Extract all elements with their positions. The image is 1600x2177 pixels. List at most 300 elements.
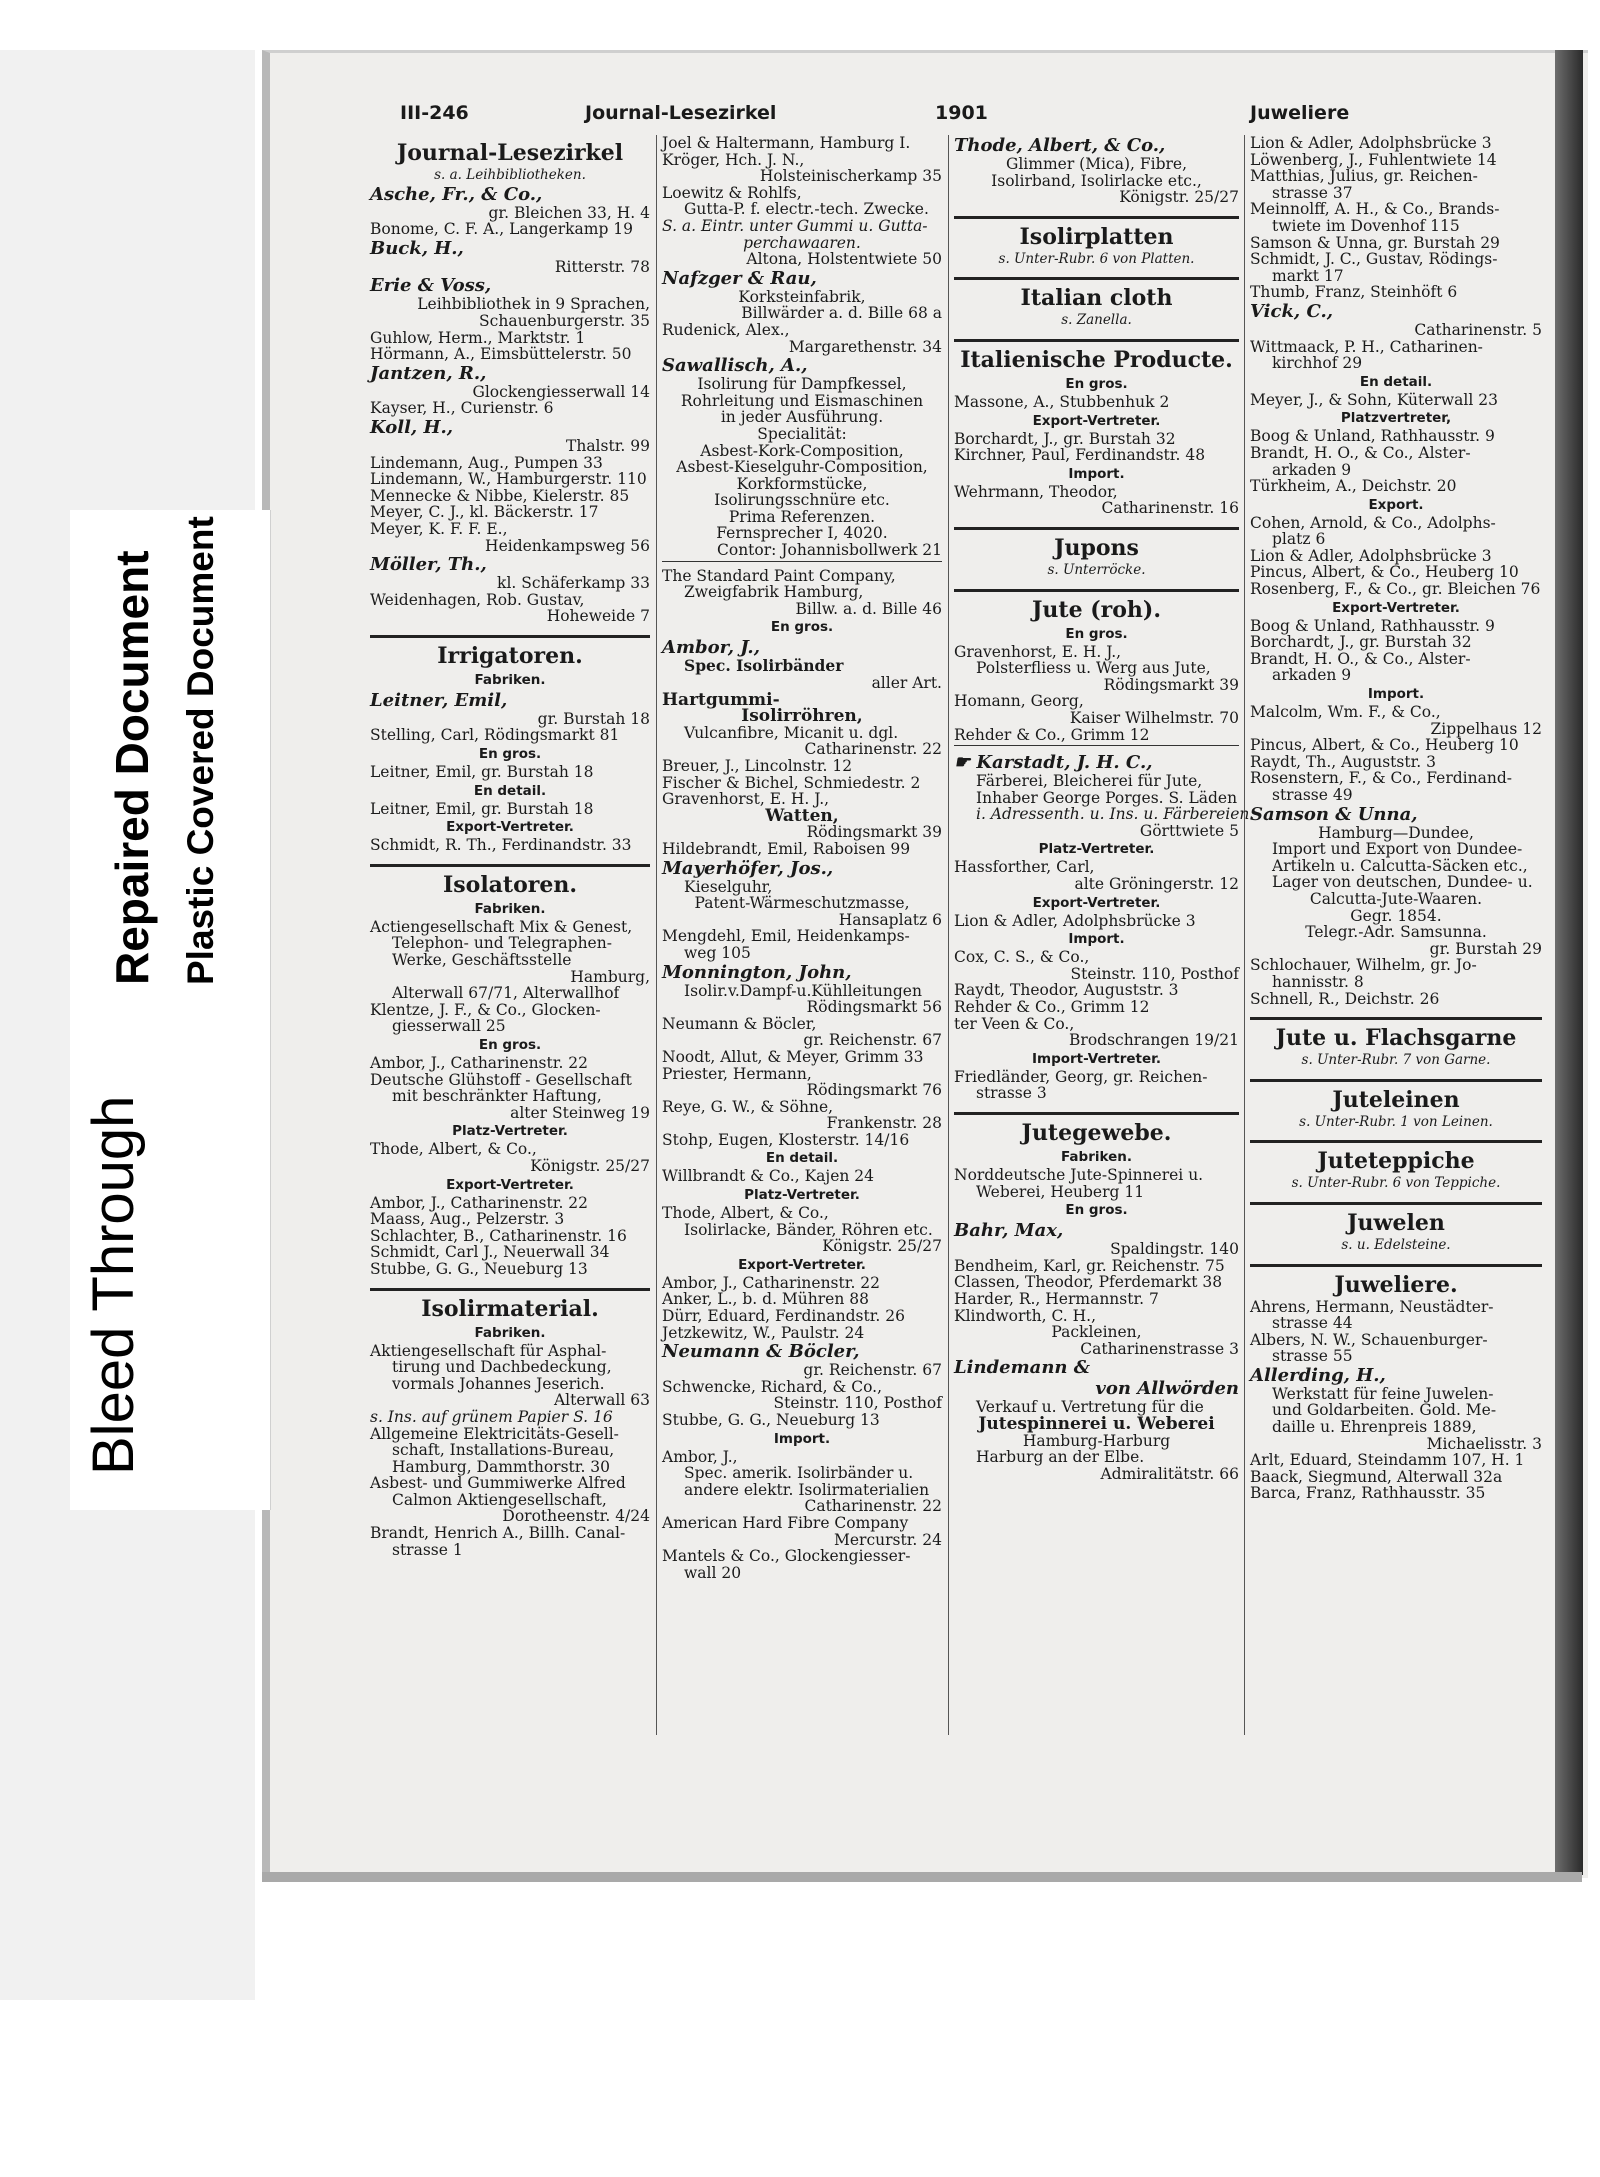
entry-line: Lager von deutschen, Dundee- u.: [1272, 873, 1533, 892]
entry-line: schaft, Installations-Bureau,: [392, 1441, 615, 1460]
section-divider: [954, 527, 1239, 530]
entry-line: Fernsprecher I, 4020.: [716, 524, 888, 543]
entry-line: Margarethenstr. 34: [788, 337, 942, 356]
entry-line: Rödingsmarkt 39: [1103, 675, 1239, 694]
entry-line: Frankenstr. 28: [826, 1114, 942, 1133]
section-heading: Isolatoren.: [442, 871, 578, 898]
entry-line: Polsterfliess u. Werg aus Jute,: [976, 659, 1211, 678]
entry-line: Specialität:: [757, 424, 847, 443]
section-divider: [954, 216, 1239, 219]
entry-line: weg 105: [684, 943, 751, 962]
entry-line: Färberei, Bleicherei für Jute,: [976, 772, 1203, 791]
cross-reference: s. Unter-Rubr. 6 von Platten.: [998, 250, 1195, 267]
entry-line: Catharinenstr. 5: [1414, 320, 1542, 339]
entry-line: Barca, Franz, Rathhausstr. 35: [1250, 1484, 1486, 1503]
entry-line: Hassforther, Carl,: [954, 858, 1095, 877]
entry-line: Brandt, H. O., & Co., Alster-: [1250, 443, 1471, 462]
entry-line: Schnell, R., Deichstr. 26: [1250, 989, 1440, 1008]
entry-line: markt 17: [1272, 266, 1344, 285]
entry-line: Albers, N. W., Schauenburger-: [1250, 1330, 1488, 1349]
entry-line: Fischer & Bichel, Schmiedestr. 2: [662, 773, 921, 792]
section-divider: [370, 864, 650, 867]
entry-line: Hildebrandt, Emil, Raboisen 99: [662, 839, 911, 858]
firm-name: Bahr, Max,: [954, 1220, 1064, 1242]
entry-line: Classen, Theodor, Pferdemarkt 38: [954, 1273, 1223, 1292]
entry-line: Actiengesellschaft Mix & Genest,: [370, 917, 633, 936]
subsection-heading: En gros.: [1065, 1202, 1128, 1219]
entry-line: Thumb, Franz, Steinhöft 6: [1250, 283, 1458, 302]
entry-line: Hamburg—Dundee,: [1318, 823, 1474, 842]
entry-line: Bendheim, Karl, gr. Reichenstr. 75: [954, 1256, 1225, 1275]
entry-line: i. Adressenth. u. Ins. u. Färbereien.: [976, 805, 1255, 824]
subsection-heading: En gros.: [1065, 625, 1128, 642]
entry-line: twiete im Dovenhof 115: [1272, 216, 1460, 235]
firm-name: Neumann & Böcler,: [662, 1341, 860, 1363]
firm-name: Ambor, J.,: [662, 637, 760, 659]
entry-line: Glockengiesserwall 14: [472, 382, 650, 401]
entry-line: Hörmann, A., Eimsbüttelerstr. 50: [370, 345, 632, 364]
entry-line: Kirchner, Paul, Ferdinandstr. 48: [954, 446, 1206, 465]
entry-line: Bonome, C. F. A., Langerkamp 19: [370, 220, 634, 239]
subsection-heading: Import-Vertreter.: [1031, 1050, 1162, 1067]
firm-name: Jantzen, R.,: [370, 362, 487, 384]
entry-line: Meyer, C. J., kl. Bäckerstr. 17: [370, 503, 599, 522]
section-divider: [370, 635, 650, 638]
entry-line: Rosenstern, F., & Co., Ferdinand-: [1250, 769, 1512, 788]
entry-line: Schauenburgerstr. 35: [479, 311, 650, 330]
entry-line: Telephon- und Telegraphen-: [392, 934, 612, 953]
entry-line: Mennecke & Nibbe, Kielerstr. 85: [370, 486, 630, 505]
entry-line: Stubbe, G. G., Neueburg 13: [370, 1259, 588, 1278]
entry-line: Malcolm, Wm. F., & Co.,: [1250, 703, 1441, 722]
entry-line: Ambor, J., Catharinenstr. 22: [370, 1054, 589, 1072]
subsection-heading: Fabriken.: [474, 1324, 546, 1341]
entry-line: Breuer, J., Lincolnstr. 12: [662, 757, 853, 775]
entry-line: strasse 44: [1272, 1314, 1353, 1333]
entry-line: Schlochauer, Wilhelm, gr. Jo-: [1250, 956, 1477, 975]
entry-line: Michaelisstr. 3: [1426, 1434, 1542, 1453]
subsection-heading: En gros.: [770, 619, 834, 636]
entry-line: Rohrleitung und Eismaschinen: [680, 391, 924, 410]
entry-line: Brodschrangen 19/21: [1069, 1031, 1239, 1050]
entry-line: Jetzkewitz, W., Paulstr. 24: [662, 1323, 865, 1342]
entry-line: Pincus, Albert, & Co., Heuberg 10: [1250, 563, 1519, 582]
subsection-heading: Export.: [1368, 496, 1424, 513]
cross-reference: s. Unter-Rubr. 7 von Garne.: [1301, 1052, 1491, 1069]
section-divider: [1250, 1264, 1542, 1267]
entry-line: Gravenhorst, E. H. J.,: [662, 790, 830, 809]
subsection-heading: En detail.: [1359, 373, 1433, 390]
entry-line: mit beschränkter Haftung,: [392, 1087, 602, 1106]
entry-line: Catharinenstr. 22: [804, 1497, 942, 1516]
entry-line: Verkauf u. Vertretung für die: [976, 1398, 1204, 1417]
entry-line: Königstr. 25/27: [1119, 188, 1239, 207]
entry-line: Thalstr. 99: [566, 436, 650, 455]
section-divider: [954, 277, 1239, 280]
entry-line: kirchhof 29: [1272, 354, 1363, 373]
entry-line: Rosenberg, F., & Co., gr. Bleichen 76: [1250, 580, 1541, 599]
entry-line: Kröger, Hch. J. N.,: [662, 150, 805, 169]
entry-line: Weidenhagen, Rob. Gustav,: [370, 590, 585, 609]
entry-line: Stubbe, G. G., Neueburg 13: [662, 1411, 880, 1429]
entry-line: Homann, Georg,: [954, 692, 1084, 711]
entry-line: Stelling, Carl, Rödingsmarkt 81: [370, 726, 620, 745]
entry-line: Gegr. 1854.: [1350, 906, 1442, 925]
entry-line: Ritterstr. 78: [554, 257, 650, 276]
entry-line: kl. Schäferkamp 33: [497, 574, 650, 593]
cross-reference: s. Unter-Rubr. 1 von Leinen.: [1299, 1113, 1493, 1130]
entry-line: Watten,: [765, 805, 839, 826]
entry-line: Arlt, Eduard, Steindamm 107, H. 1: [1250, 1451, 1525, 1470]
entry-line: Schlachter, B., Catharinenstr. 16: [370, 1226, 627, 1245]
entry-line: Rehder & Co., Grimm 12: [954, 725, 1150, 744]
entry-line: Massone, A., Stubbenhuk 2: [954, 392, 1170, 411]
column-4: [1250, 135, 1542, 1502]
entry-line: Stohp, Eugen, Klosterstr. 14/16: [662, 1130, 910, 1149]
entry-line: Heidenkampsweg 56: [485, 536, 650, 555]
entry-line: Friedländer, Georg, gr. Reichen-: [954, 1067, 1208, 1086]
entry-line: strasse 49: [1272, 786, 1353, 804]
entry-line: Thode, Albert, & Co.,: [662, 1204, 829, 1223]
subsection-heading: Export-Vertreter.: [738, 1256, 866, 1273]
page-number: III-246: [400, 102, 469, 124]
label-bleed-through: Bleed Through: [81, 1095, 146, 1475]
entry-line: Dürr, Eduard, Ferdinandstr. 26: [662, 1307, 905, 1326]
firm-name: Erie & Voss,: [370, 275, 492, 297]
entry-line: Ambor, J., Catharinenstr. 22: [662, 1273, 881, 1292]
entry-line: Schmidt, R. Th., Ferdinandstr. 33: [370, 836, 632, 855]
entry-line: Boog & Unland, Rathhausstr. 9: [1250, 427, 1495, 446]
entry-line: Asbest-Kork-Composition,: [700, 441, 904, 460]
firm-name: Koll, H.,: [370, 416, 454, 438]
entry-line: Lindemann, Aug., Pumpen 33: [370, 453, 603, 472]
cross-reference: s. Unter-Rubr. 6 von Teppiche.: [1291, 1175, 1501, 1192]
firm-name: Nafzger & Rau,: [662, 267, 817, 289]
entry-line: Pincus, Albert, & Co., Heuberg 10: [1250, 736, 1519, 755]
entry-line: strasse 3: [976, 1084, 1047, 1103]
entry-line: Klindworth, C. H.,: [954, 1306, 1097, 1325]
entry-line: Maass, Aug., Pelzerstr. 3: [370, 1210, 565, 1229]
subsection-heading: Import.: [1068, 465, 1125, 482]
subsection-heading: En gros.: [478, 1037, 542, 1053]
entry-line: Alterwall 67/71, Alterwallhof: [392, 984, 620, 1003]
entry-line: Steinstr. 110, Posthof: [1070, 964, 1239, 983]
entry-line: Isolirlacke, Bänder, Röhren etc.: [684, 1220, 933, 1239]
column-1: [370, 135, 650, 1558]
entry-line: Zippelhaus 12: [1430, 719, 1542, 738]
entry-line: Hartgummi-: [662, 689, 780, 710]
section-heading: Jute u. Flachsgarne: [1275, 1025, 1517, 1052]
entry-line: Packleinen,: [1051, 1323, 1142, 1342]
entry-line: strasse 1: [392, 1540, 463, 1559]
subsection-heading: Platz-Vertreter.: [1038, 841, 1155, 858]
entry-line: Rödingsmarkt 39: [806, 823, 942, 842]
section-divider: [662, 561, 942, 562]
firm-name: ☛ Karstadt, J. H. C.,: [954, 752, 1153, 774]
entry-line: Wehrmann, Theodor,: [954, 482, 1118, 501]
firm-name: Samson & Unna,: [1250, 803, 1418, 825]
entry-line: Werke, Geschäftsstelle: [392, 951, 572, 970]
entry-line: Raydt, Theodor, Auguststr. 3: [954, 981, 1179, 1000]
section-heading: Isolirplatten: [1019, 223, 1174, 250]
entry-line: Loewitz & Rohlfs,: [662, 183, 802, 202]
entry-line: Samson & Unna, gr. Burstah 29: [1250, 233, 1500, 252]
entry-line: Dorotheenstr. 4/24: [502, 1507, 650, 1526]
entry-line: Calmon Aktiengesellschaft,: [392, 1490, 607, 1509]
entry-line: Anker, L., b. d. Mühren 88: [662, 1290, 869, 1309]
entry-line: Catharinenstr. 16: [1101, 499, 1239, 518]
subsection-heading: Export-Vertreter.: [1032, 894, 1161, 911]
entry-line: alte Gröningerstr. 12: [1074, 875, 1239, 894]
section-divider: [1250, 1140, 1542, 1143]
firm-name: Lindemann &: [954, 1357, 1091, 1379]
entry-line: Billwärder a. d. Bille 68 a: [741, 304, 942, 323]
column-rule: [948, 135, 949, 1735]
entry-line: Schmidt, J. C., Gustav, Rödings-: [1250, 250, 1498, 269]
entry-line: Korkformstücke,: [736, 474, 868, 493]
entry-line: Mengdehl, Emil, Heidenkamps-: [662, 927, 910, 946]
entry-line: Schwencke, Richard, & Co.,: [662, 1377, 883, 1396]
entry-line: Spec. Isolirbänder: [684, 656, 844, 676]
entry-line: Isolirungsschnüre etc.: [714, 491, 890, 510]
entry-line: Glimmer (Mica), Fibre,: [1005, 155, 1188, 173]
entry-line: gr. Bleichen 33, H. 4: [488, 203, 650, 222]
firm-name: Allerding, H.,: [1250, 1364, 1386, 1386]
entry-line: Harburg an der Elbe.: [976, 1448, 1145, 1467]
entry-line: Inhaber George Porges. S. Läden: [976, 788, 1238, 807]
entry-line: Allgemeine Elektricitäts-Gesell-: [370, 1424, 619, 1443]
entry-line: Aktiengesellschaft für Asphal-: [370, 1341, 607, 1360]
entry-line: ter Veen & Co.,: [954, 1014, 1075, 1033]
entry-line: Kieselguhr,: [684, 877, 773, 896]
entry-line: Meyer, K. F. F. E.,: [370, 519, 508, 538]
entry-line: Import und Export von Dundee-: [1272, 840, 1523, 859]
entry-line: und Goldarbeiten. Gold. Me-: [1272, 1401, 1497, 1420]
entry-line: Brandt, Henrich A., Billh. Canal-: [370, 1524, 626, 1543]
entry-line: Kaiser Wilhelmstr. 70: [1069, 708, 1239, 727]
entry-line: Contor: Johannisbollwerk 21: [717, 541, 942, 560]
entry-line: Mercurstr. 24: [834, 1530, 942, 1549]
entry-line: Guhlow, Herm., Marktstr. 1: [370, 328, 586, 347]
entry-line: Spec. amerik. Isolirbänder u.: [684, 1464, 914, 1483]
entry-line: Altona, Holstentwiete 50: [746, 250, 942, 269]
section-divider: [954, 589, 1239, 592]
entry-line: Ahrens, Hermann, Neustädter-: [1250, 1297, 1494, 1316]
cross-reference: s. Unterröcke.: [1047, 561, 1146, 578]
subsection-heading: En detail.: [473, 782, 547, 799]
column-3: [954, 135, 1255, 1483]
entry-line: Deutsche Glühstoff - Gesellschaft: [370, 1070, 632, 1089]
firm-name: Mayerhöfer, Jos.,: [662, 857, 834, 879]
entry-line: Isolirband, Isolirlacke etc.,: [991, 171, 1202, 190]
entry-line: wall 20: [684, 1563, 742, 1582]
entry-line: Leihbibliothek in 9 Sprachen,: [417, 295, 650, 314]
entry-line: Lindemann, W., Hamburgerstr. 110: [370, 470, 647, 489]
section-heading: Juteteppiche: [1317, 1148, 1475, 1175]
entry-line: Prima Referenzen.: [728, 507, 876, 526]
entry-line: andere elektr. Isolirmaterialien: [684, 1480, 930, 1499]
page-bottom-shadow: [262, 1872, 1582, 1882]
entry-line: Meinnolff, A. H., & Co., Brands-: [1250, 200, 1500, 219]
label-plastic-covered: Plastic Covered Document: [180, 516, 221, 985]
section-heading: Jupons: [1054, 534, 1139, 561]
entry-line: Catharinenstr. 22: [804, 740, 942, 759]
entry-line: Königstr. 25/27: [530, 1156, 650, 1175]
subsection-heading: Fabriken.: [474, 671, 546, 688]
entry-line: gr. Reichenstr. 67: [803, 1361, 942, 1380]
entry-line: Gutta-P. f. electr.-tech. Zwecke.: [684, 200, 929, 219]
entry-line: gr. Burstah 29: [1429, 939, 1542, 958]
entry-line: Cohen, Arnold, & Co., Adolphs-: [1250, 513, 1496, 532]
subsection-heading: Platz-Vertreter.: [452, 1123, 568, 1140]
running-head-year: 1901: [935, 102, 988, 124]
firm-name: von Allwörden: [1095, 1378, 1239, 1400]
entry-line: daille u. Ehrenpreis 1889,: [1272, 1418, 1477, 1437]
entry-line: Reye, G. W., & Söhne,: [662, 1097, 834, 1116]
section-divider: [954, 745, 1239, 746]
entry-line: Leitner, Emil, gr. Burstah 18: [370, 763, 594, 782]
entry-line: Noodt, Allut, & Meyer, Grimm 33: [662, 1047, 924, 1066]
entry-line: in jeder Ausführung.: [720, 408, 884, 427]
section-heading: Jutegewebe.: [1021, 1120, 1172, 1146]
entry-line: alter Steinweg 19: [510, 1103, 650, 1122]
section-divider: [954, 339, 1239, 342]
entry-line: S. a. Eintr. unter Gummi u. Gutta-: [662, 216, 928, 235]
entry-line: Baack, Siegmund, Alterwall 32a: [1250, 1467, 1503, 1486]
entry-line: Isolirung für Dampfkessel,: [697, 375, 907, 394]
entry-line: Matthias, Julius, gr. Reichen-: [1250, 167, 1478, 186]
section-heading: Isolirmaterial.: [421, 1295, 599, 1322]
entry-line: Ambor, J.,: [662, 1447, 738, 1466]
entry-line: Schmidt, Carl J., Neuerwall 34: [370, 1243, 610, 1262]
firm-name: Monnington, John,: [662, 961, 852, 983]
entry-line: American Hard Fibre Company: [662, 1513, 909, 1532]
firm-name: Leitner, Emil,: [370, 689, 508, 711]
entry-line: Raydt, Th., Auguststr. 3: [1250, 752, 1436, 771]
cross-reference: s. u. Edelsteine.: [1341, 1236, 1451, 1253]
entry-line: Türkheim, A., Deichstr. 20: [1250, 477, 1457, 496]
entry-line: s. Ins. auf grünem Papier S. 16: [370, 1407, 613, 1426]
entry-line: Isolirröhren,: [741, 706, 863, 727]
firm-name: Asche, Fr., & Co.,: [370, 183, 543, 205]
entry-line: Korksteinfabrik,: [738, 287, 866, 306]
firm-name: Buck, H.,: [370, 237, 464, 259]
section-heading: Italian cloth: [1020, 285, 1173, 312]
entry-line: Zweigfabrik Hamburg,: [684, 583, 864, 602]
firm-name: Sawallisch, A.,: [662, 355, 808, 377]
entry-line: giesserwall 25: [392, 1017, 506, 1036]
section-divider: [1250, 1017, 1542, 1020]
entry-line: Jutespinnerei u. Weberei: [978, 1413, 1215, 1434]
subsection-heading: Import.: [1367, 686, 1425, 703]
entry-line: Königstr. 25/27: [822, 1237, 942, 1256]
section-heading: Juwelen: [1347, 1209, 1445, 1236]
subsection-heading: Export-Vertreter.: [1032, 412, 1161, 429]
entry-line: Borchardt, J., gr. Burstah 32: [1250, 633, 1472, 652]
entry-line: arkaden 9: [1272, 666, 1352, 685]
entry-line: Admiralitätstr. 66: [1100, 1464, 1239, 1483]
subsection-heading: Import.: [773, 1430, 831, 1447]
entry-line: The Standard Paint Company,: [662, 566, 896, 585]
entry-line: Weberei, Heuberg 11: [976, 1182, 1145, 1201]
entry-line: tirung und Dachbedeckung,: [392, 1358, 612, 1377]
entry-line: Klentze, J. F., & Co., Glocken-: [370, 1000, 601, 1019]
section-heading: Irrigatoren.: [437, 642, 583, 669]
subsection-heading: Fabriken.: [1060, 1149, 1132, 1165]
subsection-heading: Export-Vertreter.: [446, 1176, 574, 1193]
entry-line: Gravenhorst, E. H. J.,: [954, 642, 1122, 661]
entry-line: Willbrandt & Co., Kajen 24: [662, 1167, 875, 1186]
subsection-heading: En gros.: [478, 746, 542, 763]
section-heading: Journal-Lesezirkel: [396, 140, 624, 166]
label-repaired-document: Repaired Document: [106, 550, 158, 985]
entry-line: gr. Reichenstr. 67: [803, 1031, 942, 1050]
entry-line: aller Art.: [871, 674, 942, 693]
entry-line: strasse 37: [1272, 183, 1353, 202]
entry-line: Mantels & Co., Glockengiesser-: [662, 1547, 911, 1566]
subsection-heading: Platzvertreter,: [1340, 410, 1452, 427]
running-head-left: Journal-Lesezirkel: [585, 102, 777, 124]
entry-line: Harder, R., Hermannstr. 7: [954, 1289, 1159, 1308]
column-2: [662, 135, 942, 1581]
entry-line: Rehder & Co., Grimm 12: [954, 998, 1150, 1017]
entry-line: hannisstr. 8: [1272, 972, 1364, 991]
entry-line: Cox, C. S., & Co.,: [954, 948, 1090, 967]
entry-line: Patent-Wärmeschutzmasse,: [694, 894, 910, 913]
firm-name: Möller, Th.,: [370, 554, 487, 576]
entry-line: Lion & Adler, Adolphsbrücke 3: [954, 911, 1196, 930]
entry-line: Wittmaack, P. H., Catharinen-: [1250, 337, 1483, 356]
entry-line: gr. Burstah 18: [537, 709, 650, 728]
subsection-heading: Import.: [1068, 931, 1125, 948]
entry-line: Hamburg, Dammthorstr. 30: [392, 1457, 611, 1476]
entry-line: Hansaplatz 6: [838, 910, 942, 929]
section-divider: [954, 1112, 1239, 1115]
section-divider: [1250, 1202, 1542, 1205]
entry-line: Isolir.v.Dampf-u.Kühlleitungen: [684, 981, 922, 1000]
entry-line: strasse 55: [1272, 1347, 1353, 1366]
entry-line: Rödingsmarkt 76: [806, 1081, 942, 1100]
entry-line: Spaldingstr. 140: [1110, 1240, 1239, 1259]
entry-line: Artikeln u. Calcutta-Säcken etc.,: [1272, 856, 1528, 875]
entry-line: platz 6: [1272, 530, 1326, 549]
entry-line: Calcutta-Jute-Waaren.: [1309, 889, 1483, 908]
entry-line: Hamburg-Harburg: [1022, 1431, 1171, 1450]
section-heading: Juweliere.: [1334, 1271, 1458, 1298]
entry-line: Holsteinischerkamp 35: [759, 167, 942, 186]
subsection-heading: En gros.: [1065, 375, 1128, 392]
subsection-heading: Export-Vertreter.: [1332, 599, 1460, 616]
entry-line: Thode, Albert, & Co.,: [370, 1140, 537, 1159]
entry-line: Ambor, J., Catharinenstr. 22: [370, 1193, 589, 1212]
entry-line: Meyer, J., & Sohn, Küterwall 23: [1250, 390, 1498, 409]
cross-reference: s. Zanella.: [1061, 312, 1132, 329]
entry-line: Telegr.-Adr. Samsunna.: [1305, 923, 1487, 942]
entry-line: Norddeutsche Jute-Spinnerei u.: [954, 1166, 1204, 1184]
column-rule: [1244, 135, 1245, 1735]
subsection-heading: Export-Vertreter.: [446, 819, 574, 836]
entry-line: Lion & Adler, Adolphsbrücke 3: [1250, 134, 1492, 152]
section-heading: Jute (roh).: [1032, 596, 1161, 623]
entry-line: Hamburg,: [570, 967, 650, 986]
entry-line: Borchardt, J., gr. Burstah 32: [954, 429, 1176, 448]
entry-line: Leitner, Emil, gr. Burstah 18: [370, 799, 594, 818]
entry-line: Neumann & Böcler,: [662, 1014, 817, 1033]
entry-line: arkaden 9: [1272, 460, 1352, 479]
firm-name: Thode, Albert, & Co.,: [954, 135, 1166, 156]
entry-line: Görttwiete 5: [1139, 821, 1239, 840]
entry-line: vormals Johannes Jeserich.: [392, 1374, 605, 1393]
